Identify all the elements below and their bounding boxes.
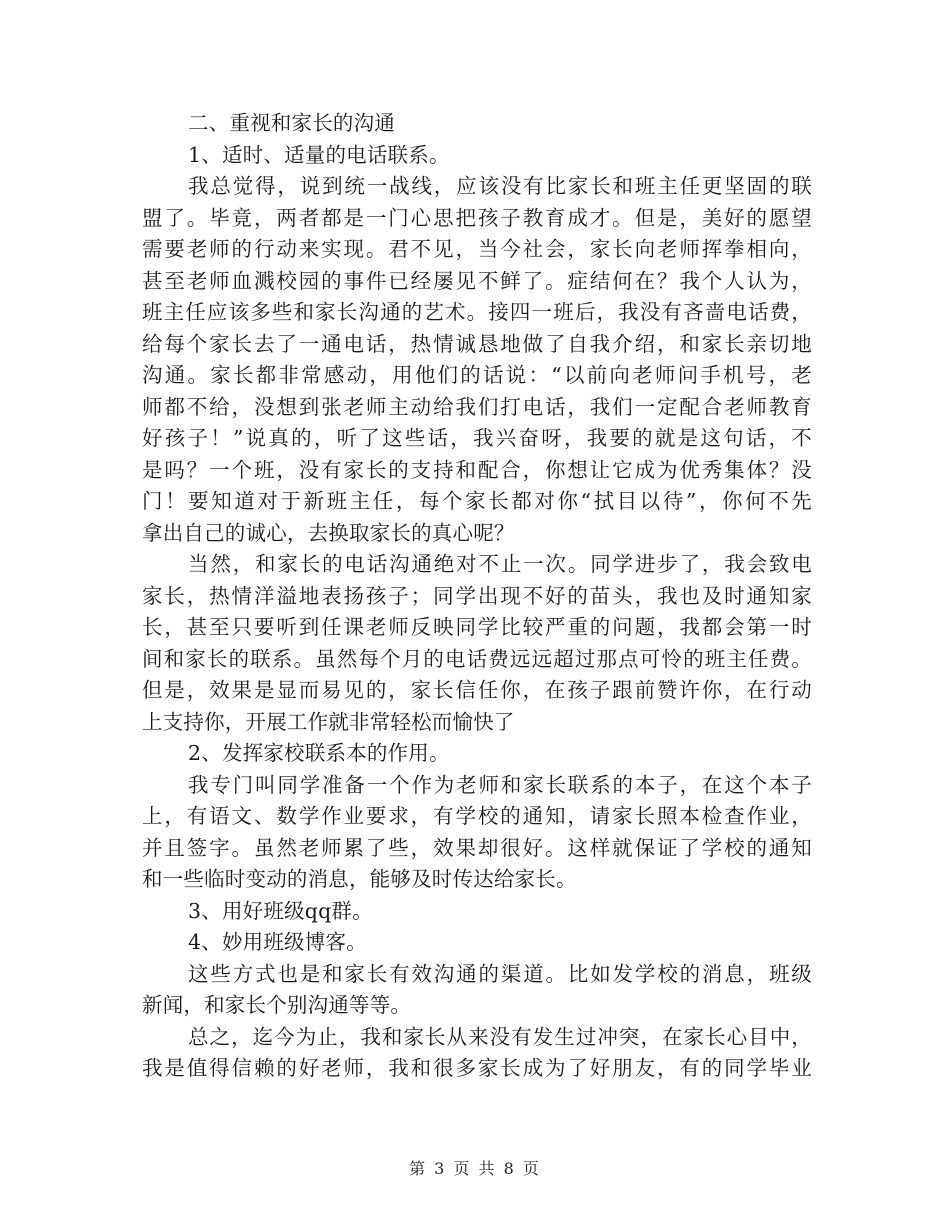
text-line: 门！要知道对于新班主任，每个家长都对你“拭目以待”，你何不先: [142, 489, 812, 513]
section-heading: 二、重视和家长的沟通: [188, 111, 395, 135]
text-line: 是吗？一个班，没有家长的支持和配合，你想让它成为优秀集体？没: [142, 457, 812, 482]
text-line: 盟了。毕竟，两者都是一门心思把孩子教育成才。但是，美好的愿望: [142, 205, 812, 230]
text-line: 上，有语文、数学作业要求，有学校的通知，请家长照本检查作业，: [142, 804, 812, 828]
text-line: 这些方式也是和家长有效沟通的渠道。比如发学校的消息，班级: [188, 961, 812, 986]
text-line: 我是值得信赖的好老师，我和很多家长成为了好朋友，有的同学毕业: [142, 1056, 812, 1080]
page-footer: 第 3 页 共 8 页: [409, 1159, 541, 1178]
text-line: 总之，迄今为止，我和家长从来没有发生过冲突，在家长心目中，: [188, 1024, 812, 1049]
text-line: 但是，效果是显而易见的，家长信任你，在孩子跟前赞许你，在行动: [142, 678, 812, 702]
text-line: 我总觉得，说到统一战线，应该没有比家长和班主任更坚固的联: [188, 174, 812, 198]
text-line: 我专门叫同学准备一个作为老师和家长联系的本子，在这个本子: [188, 772, 812, 797]
text-line: 新闻，和家长个别沟通等等。: [142, 993, 412, 1017]
text-line: 1、适时、适量的电话联系。: [188, 142, 450, 167]
text-line: 沟通。家长都非常感动，用他们的话说：“以前向老师问手机号，老: [142, 363, 812, 387]
text-line: 需要老师的行动来实现。君不见，当今社会，家长向老师挥拳相向，: [142, 237, 812, 261]
text-line: 拿出自己的诚心，去换取家长的真心呢？: [142, 520, 515, 545]
text-line: 和一些临时变动的消息，能够及时传达给家长。: [142, 867, 577, 891]
text-line: 班主任应该多些和家长沟通的艺术。接四一班后，我没有吝啬电话费，: [142, 300, 812, 324]
text-line: 4、妙用班级博客。: [188, 930, 367, 954]
text-line: 上支持你，开展工作就非常轻松而愉快了: [142, 709, 515, 734]
text-line: 好孩子！”说真的，听了这些话，我兴奋呀，我要的就是这句话，不: [142, 426, 812, 450]
text-line: 师都不给，没想到张老师主动给我们打电话，我们一定配合老师教育: [142, 394, 812, 419]
text-line: 间和家长的联系。虽然每个月的电话费远远超过那点可怜的班主任费。: [142, 646, 812, 671]
document-body: [142, 108, 812, 1085]
text-line: 给每个家长去了一通电话，热情诚恳地做了自我介绍，和家长亲切地: [142, 331, 812, 356]
text-line: 2、发挥家校联系本的作用。: [188, 741, 450, 765]
text-line: 当然，和家长的电话沟通绝对不止一次。同学进步了，我会致电: [188, 552, 812, 576]
text-line: 并且签字。虽然老师累了些，效果却很好。这样就保证了学校的通知: [142, 835, 812, 860]
text-line: 长，甚至只要听到任课老师反映同学比较严重的问题，我都会第一时: [142, 615, 812, 639]
text-line: 家长，热情洋溢地表扬孩子；同学出现不好的苗头，我也及时通知家: [142, 583, 812, 608]
text-line: 3、用好班级qq群。: [188, 898, 373, 923]
text-line: 甚至老师血溅校园的事件已经屡见不鲜了。症结何在？我个人认为，: [142, 268, 812, 293]
